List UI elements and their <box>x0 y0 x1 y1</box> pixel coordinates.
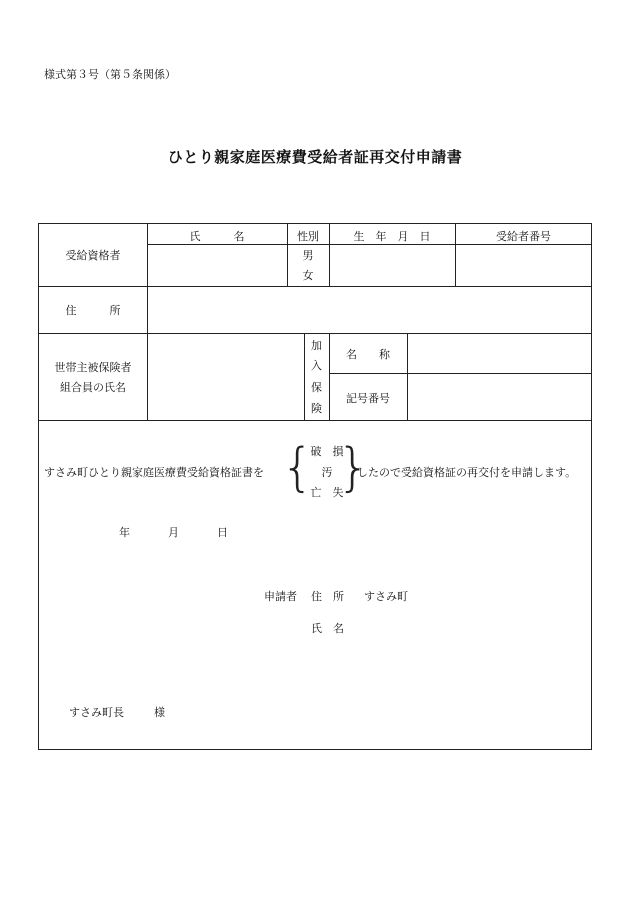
sex-option-male[interactable]: 男 <box>302 249 314 262</box>
householder-name-field[interactable] <box>148 334 304 420</box>
mayor-addressee: すさみ町長 <box>69 706 124 719</box>
honorific: 様 <box>154 706 165 719</box>
document-title: ひとり親家庭医療費受給者証再交付申請書 <box>167 148 463 166</box>
date-year-label: 年 <box>119 526 130 539</box>
application-form-frame <box>38 223 592 750</box>
birthdate-column-header: 生 年 月 日 <box>353 230 431 243</box>
reason-option-soiled[interactable]: 汚 <box>321 466 333 479</box>
householder-label-line1: 世帯主被保険者 <box>54 361 132 374</box>
symbol-number-field[interactable] <box>408 374 592 420</box>
householder-label-line2: 組合員の氏名 <box>60 381 126 394</box>
right-brace: } <box>337 438 371 498</box>
left-brace: { <box>281 438 315 498</box>
statement-suffix: したので受給資格証の再交付を申請します。 <box>357 466 577 479</box>
enrollment-char: 保 <box>311 381 322 394</box>
address-label: 住 所 <box>65 304 121 317</box>
reason-option-damaged[interactable]: 破 損 <box>310 445 344 458</box>
recipient-number-field[interactable] <box>456 245 592 286</box>
enrollment-char: 加 <box>311 339 322 352</box>
enrollment-char: 入 <box>311 359 322 372</box>
insurer-name-field[interactable] <box>408 334 592 373</box>
recipient-name-field[interactable] <box>148 245 287 286</box>
name-column-header: 氏 名 <box>189 230 245 243</box>
row-divider-householder <box>39 420 592 421</box>
date-day-label: 日 <box>217 526 228 539</box>
address-field[interactable] <box>148 287 592 333</box>
applicant-name-label: 氏 名 <box>311 622 344 635</box>
applicant-address-value: すさみ町 <box>364 590 408 603</box>
sex-column-header: 性別 <box>297 230 319 243</box>
sex-option-female[interactable]: 女 <box>302 269 314 282</box>
symbol-number-label: 記号番号 <box>346 392 390 405</box>
reason-option-lost[interactable]: 亡 失 <box>310 486 344 499</box>
statement-prefix: すさみ町ひとり親家庭医療費受給資格証書を <box>44 466 264 479</box>
date-month-label: 月 <box>168 526 179 539</box>
recipient-number-header: 受給者番号 <box>496 230 551 243</box>
applicant-label: 申請者 <box>264 590 297 603</box>
form-number: 様式第３号（第５条関係） <box>44 68 176 81</box>
recipient-label: 受給資格者 <box>65 249 121 262</box>
insurer-name-label: 名 称 <box>346 348 390 361</box>
enrollment-char: 険 <box>311 402 322 415</box>
applicant-address-label: 住 所 <box>311 590 344 603</box>
birthdate-field[interactable] <box>330 245 455 286</box>
